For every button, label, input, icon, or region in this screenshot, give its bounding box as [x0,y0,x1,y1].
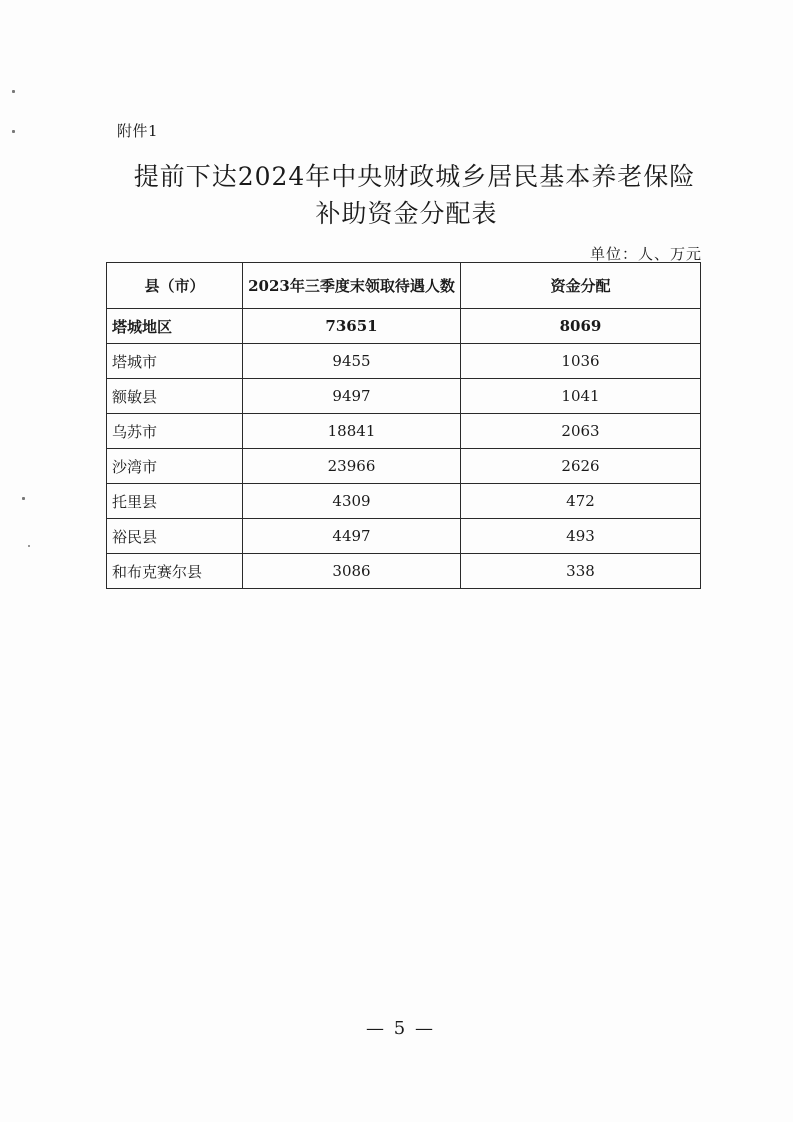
cell-allocation: 2626 [461,449,701,484]
cell-county: 和布克赛尔县 [107,554,243,589]
table-header-row [107,263,701,309]
cell-county: 额敏县 [107,379,243,414]
cell-recipients: 9455 [243,344,461,379]
cell-allocation: 338 [461,554,701,589]
cell-recipients: 3086 [243,554,461,589]
cell-county: 托里县 [107,484,243,519]
scan-speck [12,130,15,133]
document-title-line1: 提前下达2024年中央财政城乡居民基本养老保险 [133,162,696,191]
table-row [107,414,701,449]
cell-county: 沙湾市 [107,449,243,484]
table-row [107,379,701,414]
cell-allocation: 1036 [461,344,701,379]
cell-recipients: 9497 [243,379,461,414]
allocation-table [106,262,701,589]
unit-label: 单位：人、万元 [589,245,702,263]
table-row [107,449,701,484]
cell-county: 乌苏市 [107,414,243,449]
scan-speck [22,497,25,500]
cell-allocation: 493 [461,519,701,554]
cell-recipients: 4497 [243,519,461,554]
cell-county: 塔城市 [107,344,243,379]
cell-recipients: 4309 [243,484,461,519]
document-title-line2: 补助资金分配表 [315,199,498,228]
table-row [107,484,701,519]
page-number: — 5 — [366,1018,435,1039]
column-header-allocation: 资金分配 [461,263,701,309]
cell-allocation: 8069 [461,309,701,344]
table-row [107,554,701,589]
table-row [107,519,701,554]
cell-allocation: 2063 [461,414,701,449]
cell-allocation: 472 [461,484,701,519]
cell-allocation: 1041 [461,379,701,414]
cell-recipients: 73651 [243,309,461,344]
scan-speck [12,90,15,93]
attachment-label: 附件1 [117,122,159,140]
scan-speck [28,545,30,547]
table-row-total [107,309,701,344]
column-header-county: 县（市） [107,263,243,309]
cell-county: 裕民县 [107,519,243,554]
cell-county: 塔城地区 [107,309,243,344]
table-row [107,344,701,379]
cell-recipients: 18841 [243,414,461,449]
cell-recipients: 23966 [243,449,461,484]
column-header-recipients: 2023年三季度末领取待遇人数 [243,263,461,309]
